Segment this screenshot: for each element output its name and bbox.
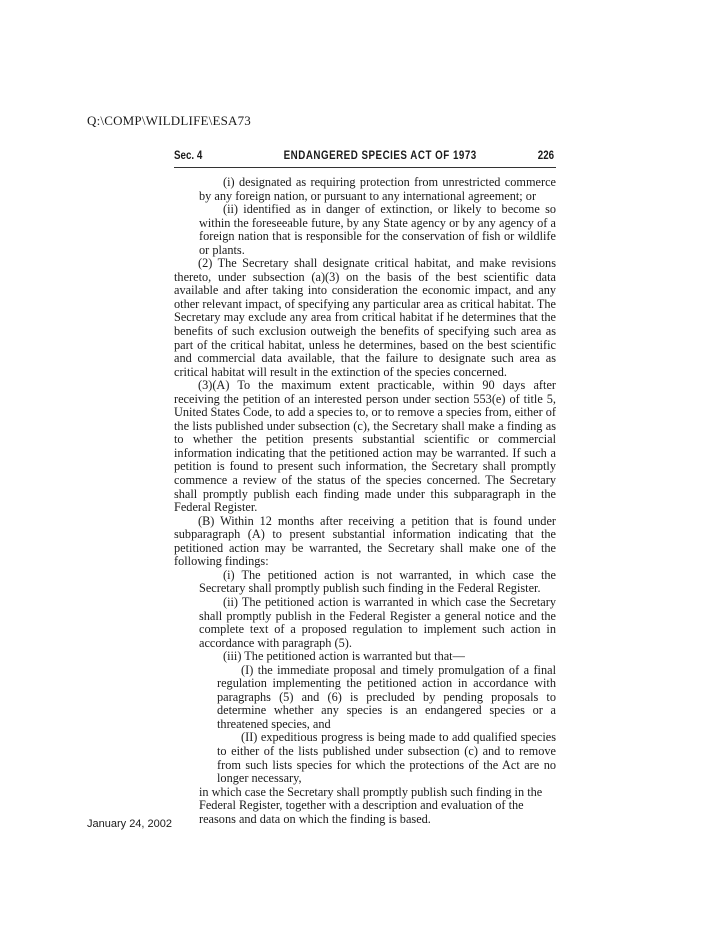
paragraph: (ii) The petitioned action is warranted in which case the Secretary shall promptly publish in the Federal Register a general notice and the complete text of a proposed regulation to implement such action in accordance with paragraph (5). xyxy=(199,594,556,650)
section-label: Sec. 4 xyxy=(174,150,203,162)
file-path: Q:\COMP\WILDLIFE\ESA73 xyxy=(87,113,252,128)
paragraph: (3)(A) To the maximum extent practicable, within 90 days after receiving the petition of an interested person under section 553(e) of title 5, United States Code, to add a species to, or to remove a species from, either of the lists published under subsection (c), the Secretary shall make a finding as to whether the petition presents substantial scientific or commercial information indicating that the petitioned action may be warranted. If such a petition is found to present such information, the Secretary shall promptly commence a review of the status of the species concerned. The Secretary shall promptly publish each finding made under this subparagraph in the Federal Register. xyxy=(174,378,556,515)
paragraph: (B) Within 12 months after receiving a petition that is found under subparagraph (A) to present substantial information indicating that the petitioned action may be warranted, the Secretary shall make one of the following findings: xyxy=(174,513,556,569)
header-rule xyxy=(174,167,556,168)
paragraph: (II) expeditious progress is being made to add qualified species to either of the lists published under subsection (c) and to remove from such lists species for which the protections of the Act are no longer necessary, xyxy=(217,730,556,786)
act-title: ENDANGERED SPECIES ACT OF 1973 xyxy=(283,150,477,162)
paragraph: (I) the immediate proposal and timely promulgation of a final regulation implementing the petitioned action in accordance with paragraphs (5) and (6) is precluded by pending proposals to determine whether any species is an endangered species or a threatened species, and xyxy=(217,662,556,731)
paragraph: (i) designated as requiring protection from unrestricted commerce by any foreign nation, or pursuant to any international agreement; or xyxy=(199,175,556,203)
paragraph: (i) The petitioned action is not warranted, in which case the Secretary shall promptly publish such finding in the Federal Register. xyxy=(199,567,556,596)
footer-date: January 24, 2002 xyxy=(87,818,173,830)
paragraph: (iii) The petitioned action is warranted but that— xyxy=(223,649,465,664)
paragraph: (2) The Secretary shall designate critical habitat, and make revisions thereto, under subsection (a)(3) on the basis of the best scientific data available and after taking into consideration the economic impact, and any other relevant impact, of specifying any particular area as critical habitat. The Secretary may exclude any area from critical habitat if he determines that the benefits of such exclusion outweigh the benefits of specifying such area as part of the critical habitat, unless he determines, based on the best scientific and commercial data available, that the failure to designate such area as critical habitat will result in the extinction of the species concerned. xyxy=(174,256,556,379)
page-number: 226 xyxy=(537,150,555,162)
statute-text xyxy=(174,176,556,826)
paragraph: (ii) identified as in danger of extinction, or likely to become so within the foreseeable future, by any State agency or by any agency of a foreign nation that is responsible for the conservation of fish or wildlife or plants. xyxy=(199,202,556,257)
paragraph: in which case the Secretary shall promptly publish such finding in the Federal Register, together with a description and evaluation of the reasons and data on which the finding is based. xyxy=(199,784,543,826)
